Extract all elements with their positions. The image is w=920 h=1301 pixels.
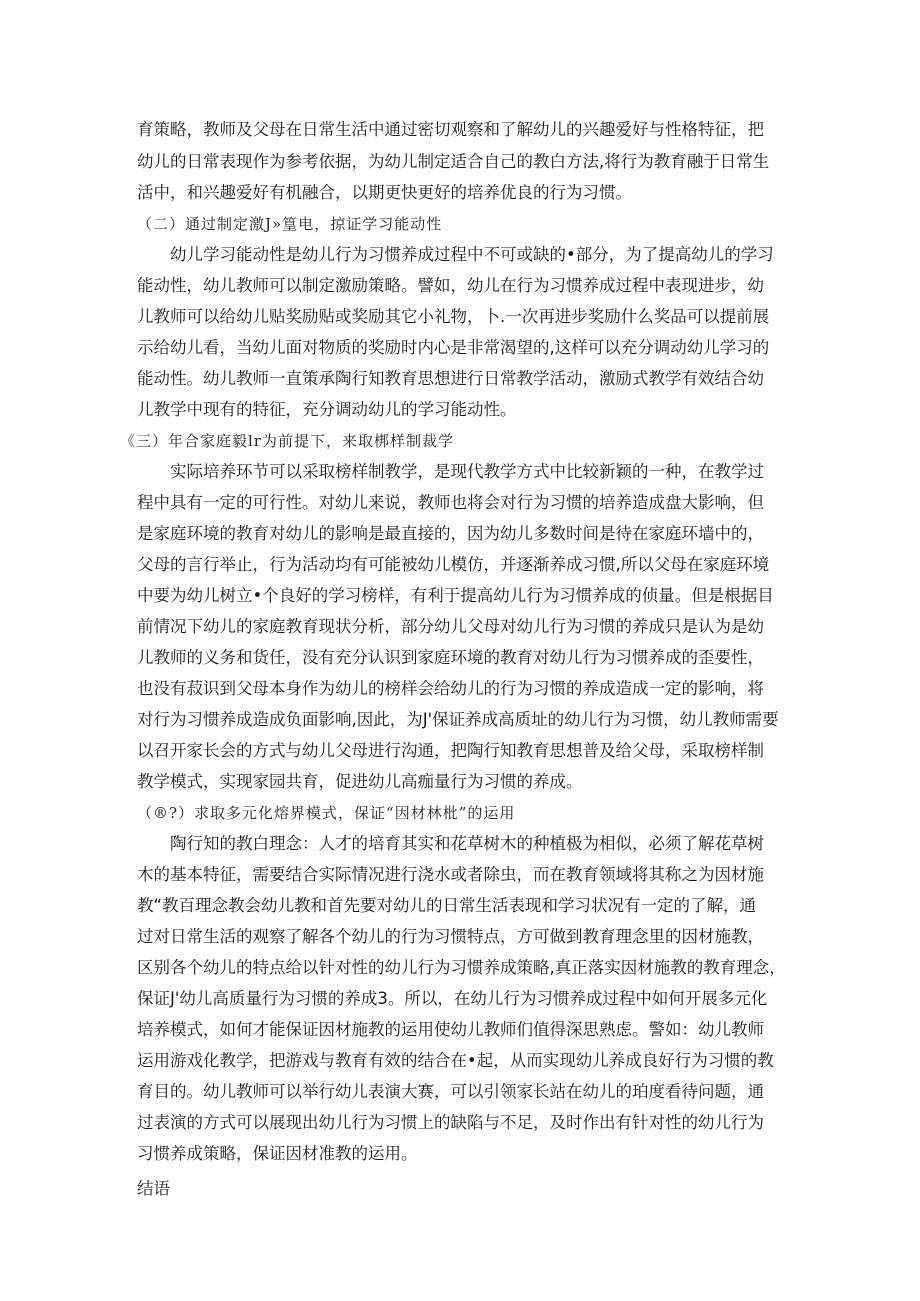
paragraph-line: 木的基本特征，需要结合实际情况进行浇水或者除虫，而在教育领域将其称之为因材施 (137, 865, 764, 884)
paragraph-line: 父母的言行举止，行为活动均有可能被幼儿模仿，并逐渐养成习惯,所以父母在家庭环境 (137, 555, 770, 574)
paragraph-line: 也没有菽识到父母本身作为幼儿的榜样会给幼儿的行为习惯的养成造成一定的影响，将 (137, 679, 764, 698)
paragraph-line: 示给幼儿看，当幼儿面对物质的奖励时内心是非常渴望的,这样可以充分调动幼儿学习的 (137, 338, 770, 357)
paragraph-line: 教“教百理念教会幼儿教和首先要对幼儿的日常生活表现和学习状况有一定的了解，通 (137, 896, 757, 915)
paragraph-line: 运用游戏化教学，把游戏与教育有效的结合在•起，从而实现幼儿养成良好行为习惯的教 (137, 1051, 774, 1070)
paragraph-line: 儿教师可以给幼儿贴奖励贴或奖励其它小礼物，卜.一次再进步奖励什么奖品可以提前展 (137, 307, 770, 326)
paragraph-line: 儿教师的义务和货任，没有充分认识到家庭环境的教育对幼儿行为习惯养成的歪要性， (137, 648, 764, 667)
section-heading-2: （二）通过制定激J»篁电，掠证学习能动性 (137, 215, 443, 233)
paragraph-line: 区别各个幼儿的特点给以针对性的幼儿行为习惯养成策略,真正落实因材施教的教育理念， (137, 958, 786, 977)
paragraph-line: 活中，和兴趣爱好有机融合，以期更快更好的培养优良的行为习惯。 (137, 183, 632, 202)
paragraph-line: 保证J'幼儿高质量行为习惯的养成3。所以，在幼儿行为习惯养成过程中如何开展多元化 (137, 989, 768, 1008)
paragraph-line: 幼儿的日常表现作为参考依据，为幼儿制定适合自己的教白方法,将行为教育融于日常生 (137, 152, 770, 171)
paragraph-line: 过表演的方式可以展现出幼儿行为习惯上的缺陷与不足，及时作出有针对性的幼儿行为 (137, 1113, 764, 1132)
paragraph-line: 能动性。幼儿教师一直策承陶行知教育思想进行日常教学活动，激励式教学有效结合幼 (137, 369, 764, 388)
paragraph-line: 教学模式，实现家园共育，促进幼儿高痂量行为习惯的养成。 (137, 772, 583, 791)
paragraph-line: 是家庭环境的教育对幼儿的影响是最直接的，因为幼儿多数时间是待在家庭环墙中的， (137, 524, 764, 543)
paragraph-line: 培养模式，如何才能保证因材施教的运用使幼儿教师们值得深思熟虑。警如：幼儿教师 (137, 1020, 764, 1039)
paragraph-line: 前情况下幼儿的家庭教育现状分析，部分幼儿父母对幼儿行为习惯的养成只是认为是幼 (137, 617, 764, 636)
paragraph-line: 习惯养成策略，保证因材准教的运用。 (137, 1144, 418, 1163)
paragraph-line: 中要为幼儿树立•个良好的学习榜样，有利于提高幼儿行为习惯养成的侦量。但是根据目 (137, 586, 774, 605)
paragraph-line: 能动性，幼儿教师可以制定激励策略。譬如，幼儿在行为习惯养成过程中表现进步，幼 (137, 276, 764, 295)
paragraph-line: 过对日常生活的观察了解各个幼儿的行为习惯特点，方可做到教育理念里的因材施教， (137, 927, 764, 946)
conclusion-heading: 结语 (137, 1179, 170, 1198)
section-heading-4: （®?）求取多元化熔界模式，保证“因材林枇”的运用 (137, 804, 516, 822)
paragraph-line: 儿教学中现有的特征，充分调动幼儿的学习能动性。 (137, 400, 517, 419)
paragraph-line: 幼儿学习能动性是幼儿行为习惯养成过程中不可或缺的•部分，为了提高幼儿的学习 (170, 245, 774, 264)
paragraph-line: 育目的。幼儿教师可以举行幼儿表演大赛，可以引领家长站在幼儿的珀度看待问题，通 (137, 1082, 764, 1101)
section-heading-3: 《三）年合家庭毅lr为前提下，来取梆样制裁学 (120, 432, 454, 450)
paragraph-line: 程中具有一定的可行性。对幼儿来说，教师也将会对行为习惯的培养造成盘大影响，但 (137, 493, 764, 512)
paragraph-line: 陶行知的教白理念：人才的培育其实和花草树木的种植极为相似，必须了解花草树 (170, 834, 764, 853)
paragraph-line: 以召开家长会的方式与幼儿父母进行沟通，把陶行知教育思想普及给父母，采取榜样制 (137, 741, 764, 760)
paragraph-line: 实际培养环节可以采取榜样制教学，是现代教学方式中比较新颖的一种，在教学过 (170, 462, 764, 481)
paragraph-line: 育策略，教师及父母在日常生活中通过密切观察和了解幼儿的兴趣爱好与性格特征，把 (137, 120, 764, 139)
paragraph-line: 对行为习惯养成造成负面影响,因此，为J'保证养成高质址的幼儿行为习惯，幼儿教师需要 (137, 710, 779, 729)
